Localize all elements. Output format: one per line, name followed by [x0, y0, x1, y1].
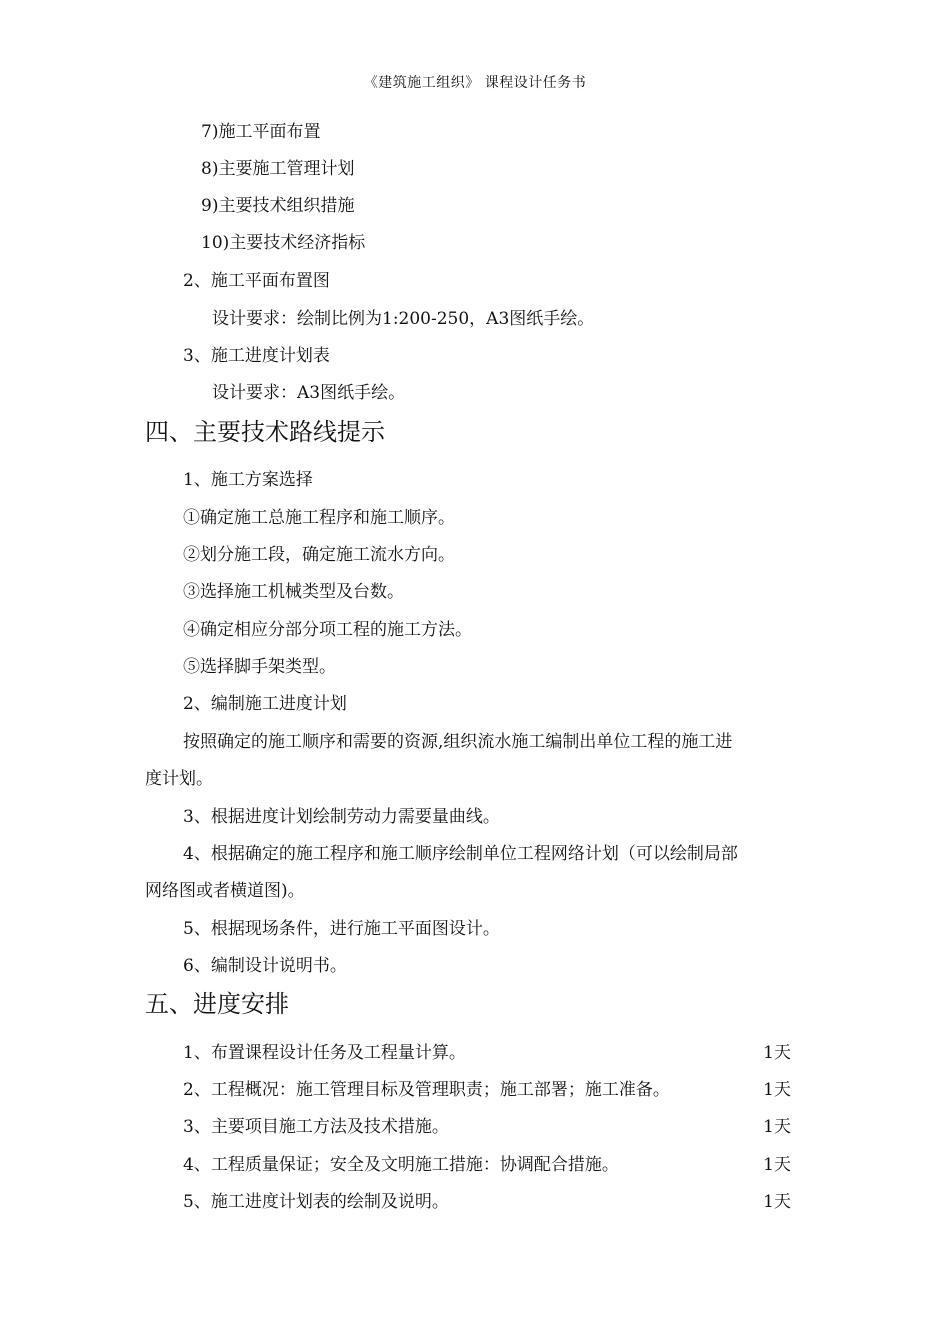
list-item: 7)施工平面布置 [201, 122, 321, 142]
page-header: 《建筑施工组织》 课程设计任务书 [363, 75, 587, 91]
deliverable-requirement: 设计要求：A3图纸手绘。 [212, 383, 406, 403]
item-title: 2、编制施工进度计划 [183, 694, 347, 714]
paragraph-line: 度计划。 [145, 769, 213, 789]
list-item: ③选择施工机械类型及台数。 [183, 582, 404, 602]
list-item: ④确定相应分部分项工程的施工方法。 [183, 620, 472, 640]
schedule-task: 5、施工进度计划表的绘制及说明。 [183, 1192, 449, 1212]
item-title: 1、施工方案选择 [183, 470, 313, 490]
schedule-duration: 1天 [763, 1117, 791, 1137]
schedule-task: 2、工程概况：施工管理目标及管理职责；施工部署；施工准备。 [183, 1080, 670, 1100]
schedule-duration: 1天 [763, 1155, 791, 1175]
list-item: 8)主要施工管理计划 [201, 159, 355, 179]
paragraph-line: 按照确定的施工顺序和需要的资源,组织流水施工编制出单位工程的施工进 [183, 732, 733, 752]
schedule-task: 3、主要项目施工方法及技术措施。 [183, 1117, 449, 1137]
list-item: ①确定施工总施工程序和施工顺序。 [183, 508, 455, 528]
section-heading: 五、进度安排 [145, 990, 289, 1018]
paragraph-line: 4、根据确定的施工程序和施工顺序绘制单位工程网络计划（可以绘制局部 [183, 844, 738, 864]
deliverable-requirement: 设计要求：绘制比例为1:200-250，A3图纸手绘。 [212, 309, 595, 329]
item-text: 3、根据进度计划绘制劳动力需要量曲线。 [183, 807, 500, 827]
list-item: ②划分施工段，确定施工流水方向。 [183, 545, 455, 565]
deliverable-title: 3、施工进度计划表 [183, 346, 330, 366]
section-heading: 四、主要技术路线提示 [145, 418, 385, 446]
schedule-task: 4、工程质量保证；安全及文明施工措施：协调配合措施。 [183, 1155, 619, 1175]
schedule-duration: 1天 [763, 1192, 791, 1212]
schedule-task: 1、布置课程设计任务及工程量计算。 [183, 1043, 466, 1063]
schedule-duration: 1天 [763, 1043, 791, 1063]
schedule-duration: 1天 [763, 1080, 791, 1100]
paragraph-line: 网络图或者横道图)。 [145, 881, 305, 901]
deliverable-title: 2、施工平面布置图 [183, 271, 330, 291]
list-item: 9)主要技术组织措施 [201, 196, 355, 216]
list-item: ⑤选择脚手架类型。 [183, 657, 336, 677]
list-item: 10)主要技术经济指标 [201, 233, 366, 253]
item-text: 5、根据现场条件，进行施工平面图设计。 [183, 919, 500, 939]
item-text: 6、编制设计说明书。 [183, 956, 347, 976]
